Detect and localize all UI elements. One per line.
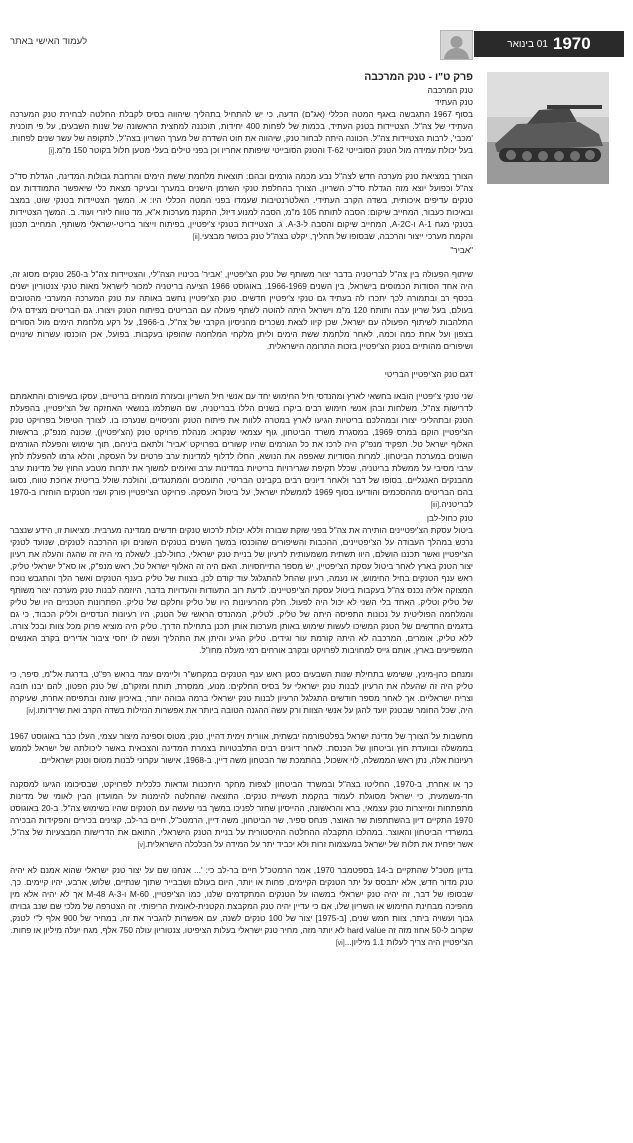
paragraph-1 <box>10 108 473 158</box>
author-avatar[interactable] <box>440 30 473 60</box>
paragraph-5: ביטול עסקת הצ'יפטיינים הותירה את צה"ל בפני שוקת שבורה וללא יכולת לרכוש טנקים חדשים ממדינה מערבית. מציאות זו, הידע שנצבר נרכש במהלך העבודה על הצ'יפטיינים, ההכבות והשיפורים שהוכנסו במשך השנים בטנקים השונים וקו ההרכבה לטנקים, שנועד לטנקי הצ'יפטיין ואשר תכננו הושלם, היוו תשתית משמעותית לרעיון של בניית טנק ישראלי, כחול-לבן. לשאלה מי היה זה שהגה והעלה את רעיון יצור הטנק בארץ לאחר ביטול עסקת הצ'יפטיין, יש מספר התייחסויות. האם היה זה האלוף ישראל טל, ראש מנפ"ק, או סא"ל ישראלי טליק, ראש ענף הטנקים בחיל החימוש, או נעמה, רעיון שהחל להתגלגל עוד קודם לכן, בצוות של טליק בענף הטנקים ואשר הלך והתגבש נוכח המצוקה אליה נכנס צה"ל בעקבות ביטול עסקת הצ'יפטיינים. לדעת רוב התעודות והעדויות בדבר, היוזמה לבנות טנק מערכה יצור משותף של טליק וטליק. האחד בלי השני לא יכול היה לפעול. חלק מהרעיונות היו של טליק וחלקם של טליק. הפתרונות הטכניים היו של טליק והמלחמה הפוליטית על נכונות התפיסה היתה של טליק. לטליק, המהנדס הראשי של הטנק, היו רעיונות הנדסיים ולליק הכבוד, כי גם בדגמים החדשים של הטנק המשיכו לעשות שימוש באותן מערכות אותן תכנן בתחילת הדרך. טליק היה מוציא פרוק מכל צוות ובכל צורה. ללא טליק, אומרים, המרכבה לא היתה קורמת עור וגידים. טליק הגיע והיתן את התהליך ועשה לו יחסי ציבור אדירים בקרב האנשים המשפיעים בארץ, אותם גייס למחויבות לפרויקט ובקרב אורחים רמי מעלה מחו"ל. <box>10 525 473 655</box>
paragraph-4-text: שני טנקי צ'יפטיין הובאו בחשאי לארץ ומהנדסי חיל החימוש יחד עם אנשי חיל השריון ובעזרת מומחים בריטיים, עסקו בשיפורם והתאמתם לדרישות צה"ל. משלחות ובהן אנשי חימוש רבים ביקרו בשנים הללו בבריטניה, שם השתלמו בנושאי האחזקה של הצ'יפטיין, בהפעלת הטנק ובתהליכי יצורו ובמהלכם בריטיות הגיעו לארץ במטרה ללוות את פיתוח הטנק והניסויים שנערכו בו. לצורך הטיפול בפרויקט טנק הצ'יפטיין הוקם במרס 1969, במסגרת משרד הביטחון, גוף עצמאי שנקרא: מנהלת פרויקט טנק (הצ'יפטיין), שכונה מנפ"ק, בראשות האלוף ישראל טל. תפקיד מנפ"ק היה לרכז את כל הגורמים שהיו קשורים בפרויקט 'אביר' ולתאם ביניהם, תוך שימוש והפעלת הגורמים השונים במערכת הביטחון. למרות הסודיות שאפפה את הנושא, החלו לדלוף למדינות ערב פרטים על העסקה, והלא גרמו להפעלת לחץ ערבי מסיבי על ממשלת בריטניה, שכלל תקיפת שגרירויות בריטיות במדינות ערב ואיומים למשוך את יתרות מטבע החוץ של מדינות ערב מהבנקים האנגליים. בסופו של דבר ולאחר דיונים רבים בקבינט הבריטי, התומכים והמתנגדים, והולכת שולל בריטית ארוכת טווח, נסוגו בהם הבריטים מההסכמים והודיעו בסוף 1969 לממשלת ישראל, על ביטול העסקה. פרויקט הצ'יפטיין פורק ושני הטנקים הוחזרו ב-1970 לבריטניה. <box>10 391 474 509</box>
paragraph-9-text: בדיון מטכ"ל שהתקיים ב-14 בספטמבר 1970, אמר הרמטכ"ל חיים בר-לב כי: '... אנחנו שם על יצור טנק ישראלי שהוא אמנם לא יהיה טנק מדור חדש, אלא יתבסס על יתר הטנקים הקיימים, פחות או יותר, היום בעולם ושבבייר שתוך שנתיים, שלוש, ארבע, יהיו קיימים. כך, שבסופו של דבר, זה יהיה טנק ישראלי במשהו על הטנקים המתקדמים שלנו, כמו הצ'יפטיין, M-60 ו-M-48 A-3 אך לא יהיה אלא מין מהפיכה מבחינת החימוש או השריון שלו, אם כי עדיין יהיה טנק המקבצת הקטנית-לאומית הריפותי. זה הצטרפה של מלכי שם שנב גבויתו גבוך ועשויה ביתר, צוות חמש שנים, [ב-1975] יצור של 100 טנקים לשנה, עם אפשרות להגביר את זה, במחיר של 900 אלף ל"י לטנק, שקרוב ל-50 אחוז מזה זה hard value לא יותר מזה, מחיר טנק ישראלי בעלות הציפיטו, צנטוריון עולה 750 אלף, מגח יעלה מיליון או פחות. <box>10 865 473 935</box>
article <box>10 70 473 962</box>
paragraph-6-text: ומנחם כהן-מינץ, ששימש בתחילת שנות השבעים כסגן ראש ענף הטנקים במקחש"ר וליימים עמד בראש רפ"ט, בדרגת אל"מ, סיפר, כי טליק היה זה שהעלה את הרעיון לבנות טנק ישראלי על בסיס החלקים: מנוע, ממסרת, תותח ומזקו"ם, של טנק הפטון, להם יבנו תובה וצריח ישראליים. אך לאחר מספר חודשים התגלגל הרעיון לבנות טנק ישראלי ברמה גבוהה יותר, באיכיון שונה ובתפיסה אחרת, שעיקרה היה, שכל החומר שבטנק יועד להגן על אנשי הצוות ורק עשה ההגנה הטובה ביותר את אפשרות הנזילות בשדה הקרב ואת שרידותו. <box>10 669 473 715</box>
paragraph-9 <box>10 864 473 950</box>
user-silhouette-icon <box>441 31 472 59</box>
footnote-ref-4[interactable]: [iv] <box>26 708 36 715</box>
paragraph-9-tail: הצ'יפטיין היה צריך לעלות 1.1 מיליון... <box>344 937 473 947</box>
section-heading-chieftain: דגם טנק הצ'יפטיין הבריטי <box>384 369 473 379</box>
date-day-month: 01 בינואר <box>507 38 548 50</box>
footnote-ref-6[interactable]: [vi] <box>335 940 345 947</box>
paragraph-7: מחשבות על הצורך של מדינת ישראל בפלטפורמה יבשתית, אוורית וימית דהיין, טנק, מטוס וספינה מיצור עצמי, העלו כבר באוגוסט 1967 בממשלה ובוועדת חוץ וביטחון של הכנסת. לאחר דיונים רבים התלבטויות בצמרת המדינה והצבאית באשר ליכולתה של ישראל לממש רעיונות אלה, נתן ראש הממשלה, לוי אשכול, בהתמכת שר הבטחון משה דיין, ב-1968, אישור עקרוני לבנות מטוס וטנק ישראליים. <box>10 731 473 765</box>
footnote-ref-5[interactable]: [v] <box>137 842 145 849</box>
date-year: 1970 <box>552 34 591 53</box>
paragraph-8 <box>10 778 473 852</box>
paragraph-6 <box>10 668 473 718</box>
date-header <box>474 31 624 57</box>
paragraph-2-tail: "אביר" <box>450 245 473 255</box>
article-subtitle-1: טנק המרכבה <box>427 85 473 95</box>
footnote-ref-1[interactable]: [i] <box>48 148 55 155</box>
paragraph-8-text: כך או אחרת, ב-1970, החליטו בצה"ל ובמשרד הביטחון לצפות מחקר היתכנות וגדאות כלכלית לפרויקט, שבסיכומו הגיעו למסקנה חד-משמעית, כי ישראל מסוגלת לעמוד בהקמת תעשיית טנקים. התוצאה שהחלטה להימנות על המועדון הבין לאומי של מדינות מתפתחות ומייצרות טנק עצמאי, ברא והראשונה, ההייסיון שחזר לפניכו במשך בני שעשה עם הטנקים שהיו בשימוש צה"ל. ב-20 באוגוסט 1970 התקיים דיון בהשתתפות שר האוצר, פנחס ספיר, שר הביטחון, משה דיין, הרמטכ"ל, חיים בר-לב, קצינים בכירים והפקידות הבכירה במשרדי הביטחון והאוצר. במהלכו התקבלה ההחלטה ההיסטורית על בניית הטנק הישראלי, התואם את הדרישות המבצעיות של צה"ל, אשר יפחית את תלות של ישראל במעצמות זרות ולא יכביד יתר על המידה על הכלכלה הישראלית. <box>10 779 473 849</box>
footnote-ref-2[interactable]: [ii] <box>192 234 200 241</box>
paragraph-2 <box>10 170 473 256</box>
tank-photo <box>487 72 609 184</box>
paragraph-1-text: בסוף 1967 התגבשה באגף המטה הכללי (אג"ם) הדעה, כי יש להתחיל בתהליך שיהווה בסיס לקבלת החלטה לבחירת טנק המערכה העתידי של צה"ל. הצטיידות בטנק העתיד, בכמות של לפחות 400 יחידות, תוכננה למחצית הראשונה של שנות השבעים, על פי תוכנית 'מכבי', לרבות הצטיידות צה"ל. הכוונה היתה לבחור טנק, שיהווה את חוט השדרה של מערך השריון בצה"ל, לתקופה של עשר שנים לפחות. בעל יכולת עמידה מול הטנק הסובייטי T-62 והטנק הסובייטי שיפותח אחריו וכן בפני טילים בעלי מטען חלול בקוטר 150 מ"מ. <box>10 109 473 155</box>
tank-photo-image <box>487 72 609 184</box>
personal-page-link[interactable]: לעמוד האישי באתר <box>10 36 88 47</box>
footnote-ref-3[interactable]: [iii] <box>430 502 440 509</box>
paragraph-4-tail: טנק כחול-לבן <box>426 513 473 523</box>
paragraph-4 <box>10 390 473 524</box>
paragraph-2-text: הצורך במציאת טנק מערכה חדש לצה"ל נבע מכמה גורמים ובהם: תוצאות מלחמת ששת הימים והרחבת גבולות המדינה, הגדלת סד"כ צה"ל וכפועל יוצא מזה הגדלת סד"כ השריון, הצורך בהחלפת טנקי השרמן הישנים במערך ובעיקר מצאת כלי שיאפשר התמודדות עם טנקים עדיפים איכותית, בשדה הקרב העתידי. האלטרנטיבות שעמדו בפני המטה הכללי היו: א. המשך הצטיידות בטנקי שוט, במצב ובאיכות כעבור, המחייב שיקום: הסבה לתותח 105 מ"מ, הסבה למנוע דיזל, התקנת מערכות א"א, מד טווח ליזרי ועוד. ב. המשך הצטיידות בטנקי מגח A-1 ו-A-2C, המחייב שיקום והסבה ל-A-3. ג. הצטיידות בטנקי צ'יפטיין, בפיתוח וייצור בריטי-ישראלי משותף, המחייב תכנון והקמת מערכי ייצור והרכבה, שבסופו של תהליך, יקלט בצה"ל טנק בכושר מבצעי. <box>10 171 473 241</box>
article-subtitle-2: טנק העתיד <box>434 97 473 107</box>
article-title: פרק ט"ו - טנק המרכבה <box>364 71 473 83</box>
paragraph-3: שיתוף הפעולה בין צה"ל לבריטניה בדבר יצור משותף של טנק הצ'יפטיין, 'אביר' בכינויו הצה"לי, והצטיידות צה"ל ב-250 טנקים מסוג זה, היה אחד הסודות הכמוסים בישראל, בין השנים 1966-1969. באוגוסט 1966 הציעה בריטניה למכור לישראל מאות טנקי צנטוריון ישנים בכסף רב ובתמורה לכך יתכרו לה בעתיד גם טנקי צ'יפטיין חדשים. טנק הצ'יפטיין נחשב באותה עת טנק המערכה המערבי מהטובים בעולם, בעל שריון עבה ותותח 120 מ"מ וישראל היתה להוטה לשתף פעולה עם הבריטים בפיתוח הטנק ויצורו. גם הבריטים מצידם גילו התלהבות לשיתוף הפעולה עם ישראל, שכן קיוו לצאת נשכרים מהניסיון הקרבי של צה"ל, ב-1966, על רקע מלחמת הימים מול הסורים בצפון ועל אחת כמה וכמה, לאחר מלחמת ששת הימים וליתן מלקחי המלחמה שהופקו בעקבות. בפועל, אכן הוכנסו עשרות שינויים ושיפורים מהותיים בטנק הצ'יפטיין בזכות התרומה הישראלית. <box>10 269 474 351</box>
